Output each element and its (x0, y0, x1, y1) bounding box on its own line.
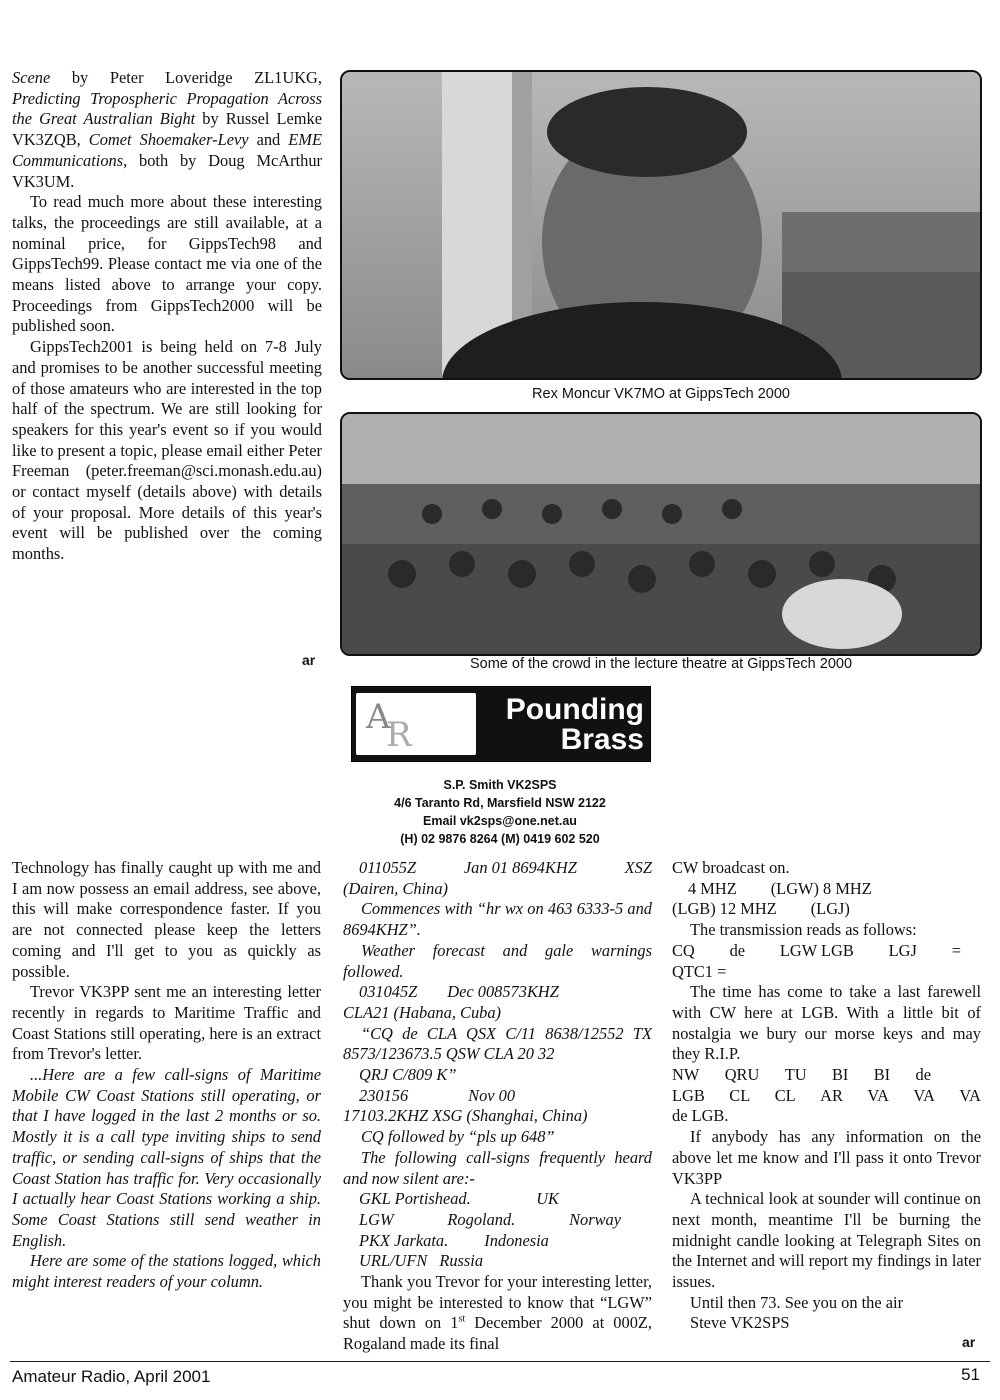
end-mark: ar (302, 652, 316, 668)
log-line: 031045Z Dec 008573KHZ (359, 982, 559, 1002)
paragraph: Trevor VK3PP sent me an interesting letter recently in regards to Maritime Traffic and Coast Stations still operating, here is an extract from Trevor's letter. (12, 982, 321, 1064)
pounding-brass-banner (351, 686, 651, 762)
text-line: 4 MHZ (LGW) 8 MHZ (688, 878, 872, 898)
paragraph: Technology has finally caught up with me and I am now possess an email address, see above, this will make correspondence faster. If you are not connected please keep the letters coming and I'll get to you as quickly as possible. (12, 858, 321, 981)
paragraph: “CQ de CLA QSX C/11 8638/12552 TX 8573/123673.5 QSW CLA 20 32 (343, 1023, 652, 1064)
log-line: 011055Z Jan 01 8694KHZ XSZ (359, 858, 652, 877)
author-contact (340, 776, 660, 848)
log-line: 17103.2KHZ XSG (Shanghai, China) (343, 1106, 588, 1126)
paragraph: The following call-signs frequently heard and now silent are:- (343, 1147, 652, 1188)
crowd-photo-illustration (342, 414, 980, 654)
paragraph: ...Here are a few call-signs of Maritime Mobile CW Coast Stations still operating, or that I have logged in the last 2 months or so. Mostly it is a call type inviting ships to send traffic, or sending call-signs of ships that the Coast Station has traffic for. Very occasionally I actually hear Coast Stations working a ship. Some Coast Stations still send weather in English. (12, 1065, 321, 1250)
paragraph: To read much more about these interesting talks, the proceedings are still available, at a nominal price, for GippsTech98 and GippsTech99. Please contact me via one of the means listed above to arrange your copy. Proceedings from GippsTech2000 will be published soon. (12, 192, 322, 336)
column-a (12, 858, 321, 1293)
station-line: LGW Rogoland. Norway (359, 1209, 621, 1229)
log-line: (Dairen, China) (343, 878, 449, 898)
broadcast-line: QTC1 = (672, 961, 727, 981)
paragraph: Commences with “hr wx on 463 6333-5 and 8694KHZ”. (343, 899, 652, 940)
photo-rex-moncur (340, 70, 982, 380)
photo-caption: Some of the crowd in the lecture theatre at GippsTech 2000 (469, 656, 853, 672)
column-b (343, 858, 652, 1355)
column-c (672, 858, 981, 1334)
signature: Steve VK2SPS (690, 1313, 790, 1333)
morse-line: LGB CL CL AR VA VA VA (672, 1085, 981, 1105)
paragraph: GippsTech2001 is being held on 7-8 July and promises to be another successful meeting of those amateurs who are interested in the top half of the spectrum. We are still looking for speakers for this year's event so if you would like to present a topic, please email either Peter Freeman (peter.freeman@sci.monash.edu.au) or contact myself (details above) with details of your proposal. More details of this year's event will be published over the coming months. (12, 337, 322, 564)
paragraph: Until then 73. See you on the air (690, 1292, 904, 1312)
photo-caption: Rex Moncur VK7MO at GippsTech 2000 (532, 386, 790, 402)
author-name: S.P. Smith VK2SPS (443, 778, 557, 792)
paragraph: The time has come to take a last farewell with CW here at LGB. With a little bit of nostalgia we bury our morse keys and may they R.I.P. (672, 982, 981, 1064)
paragraph: CQ followed by “pls up 648” (361, 1127, 555, 1147)
paragraph: Weather forecast and gale warnings followed. (343, 940, 652, 981)
paragraph: Thank you Trevor for your interesting letter, you might be interested to know that “LGW” shut down on 1st December 2000 at 000Z, Rogaland made its final (343, 1272, 652, 1354)
station-line: GKL Portishead. UK (359, 1189, 559, 1209)
column-title-line2: Brass (560, 723, 644, 756)
morse-line: de LGB. (672, 1106, 729, 1126)
station-line: URL/UFN Russia (359, 1251, 484, 1271)
ar-logo: A R (356, 693, 476, 755)
page-number: 51 (961, 1365, 980, 1384)
text-line: (LGB) 12 MHZ (LGJ) (672, 899, 850, 919)
paragraph: Here are some of the stations logged, which might interest readers of your column. (12, 1251, 321, 1292)
broadcast-line: CQ de LGW LGB LGJ = (672, 940, 961, 960)
publication-footer: Amateur Radio, April 2001 (12, 1367, 211, 1386)
column-title-line1: Pounding (505, 693, 644, 726)
text-line: CW broadcast on. (672, 858, 790, 877)
log-line: QRJ C/809 K” (359, 1065, 457, 1085)
left-column-text (12, 68, 322, 565)
morse-line: NW QRU TU BI BI de (672, 1065, 931, 1085)
photo-lecture-crowd (340, 412, 982, 656)
author-email: Email vk2sps@one.net.au (423, 814, 577, 828)
author-phones: (H) 02 9876 8264 (M) 0419 602 520 (400, 832, 600, 846)
paragraph: A technical look at sounder will continue on next month, meantime I'll be burning the midnight candle looking at Telegraph Sites on the Internet and will report my findings in later issues. (672, 1189, 981, 1292)
log-line: 230156 Nov 00 (359, 1085, 516, 1105)
paragraph: The transmission reads as follows: (690, 920, 917, 940)
log-line: CLA21 (Habana, Cuba) (343, 1002, 501, 1022)
footer-rule (10, 1361, 990, 1362)
portrait-photo-illustration (342, 72, 980, 378)
author-address: 4/6 Taranto Rd, Marsfield NSW 2122 (394, 796, 606, 810)
end-mark: ar (962, 1334, 976, 1350)
station-line: PKX Jarkata. Indonesia (359, 1230, 549, 1250)
paragraph: Scene by Peter Loveridge ZL1UKG, Predicting Tropospheric Propagation Across the Great Australian Bight by Russel Lemke VK3ZQB, Comet Shoemaker-Levy and EME Communications, both by Doug McArthur VK3UM. (12, 68, 322, 191)
paragraph: If anybody has any information on the above let me know and I'll pass it onto Trevor VK3PP (672, 1127, 981, 1188)
